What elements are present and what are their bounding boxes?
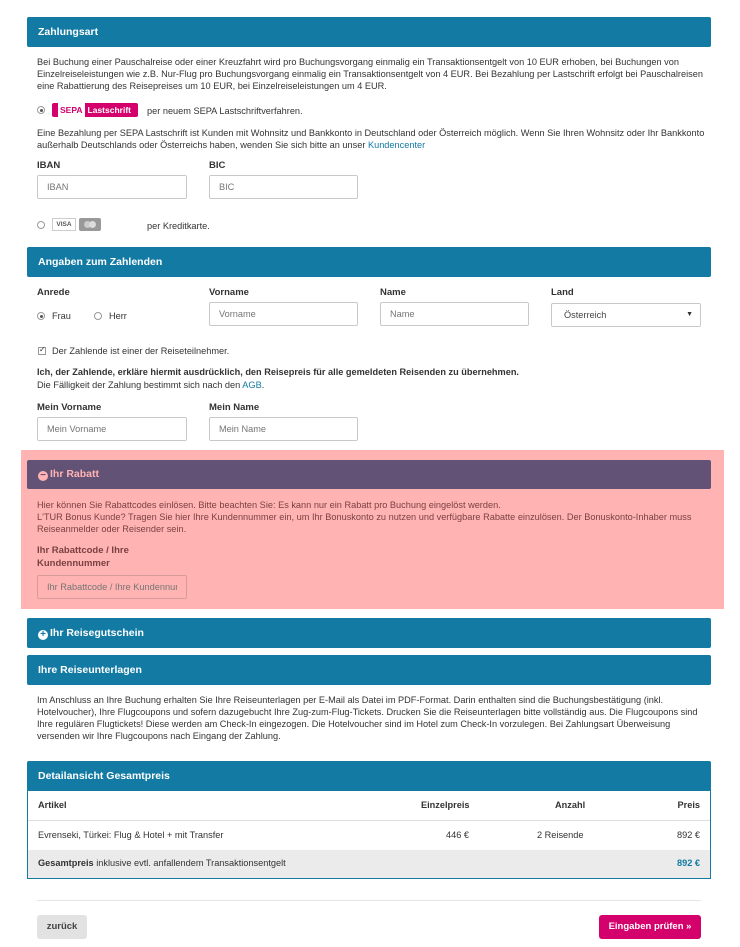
zahlungsart-header: Zahlungsart bbox=[27, 17, 711, 47]
check-inputs-button[interactable]: Eingaben prüfen » bbox=[599, 915, 701, 939]
sepa-badge-text: Lastschrift bbox=[87, 105, 131, 115]
frau-radio[interactable] bbox=[37, 312, 45, 320]
col-preis: Preis bbox=[677, 800, 700, 810]
mein-name-label: Mein Name bbox=[209, 402, 260, 413]
price-table bbox=[27, 790, 711, 879]
total-label bbox=[38, 858, 286, 868]
reiseunterlagen-text: Im Anschluss an Ihre Buchung erhalten Sie Ihre Reiseunterlagen per E-Mail als Datei im PDF-Format. Darin enthalten sind die Buchungsbestätigung (inkl. Hotelvoucher), Ihre Flugcoupons und sofern dazugebucht Ihre Zug-zum-Flug-Tickets. Drucken Sie die Reiseunterlagen bitte vollständig aus. Die Flugcoupons sind Ihre regulären Flugtickets! Diese werden am Check-In eingezogen. Die Hotelvoucher sind im Hotel zum Check-In vorzulegen. Bei Zahlungsart Überweisung versenden wir Ihre Flugcoupons nach Eingang der Zahlung. bbox=[37, 695, 698, 741]
agb-link[interactable]: AGB bbox=[242, 380, 262, 390]
sepa-note-text: Eine Bezahlung per SEPA Lastschrift ist Kunden mit Wohnsitz und Bankkonto in Deutschland oder Österreich möglich. Wenn Sie Ihren Wohnsitz oder Ihr Bankkonto außerhalb Deutschlands oder Österreichs haben, wenden Sie sich bitte an unser bbox=[37, 128, 705, 150]
visa-icon: VISA bbox=[52, 218, 76, 231]
gesamtpreis-header: Detailansicht Gesamtpreis bbox=[27, 761, 711, 791]
sepa-option-label: per neuem SEPA Lastschriftverfahren. bbox=[147, 106, 303, 116]
row-einzelpreis: 446 € bbox=[446, 830, 469, 840]
col-artikel: Artikel bbox=[38, 800, 67, 810]
kreditkarte-option-label: per Kreditkarte. bbox=[147, 221, 210, 231]
collapse-icon: − bbox=[38, 471, 48, 481]
reisegutschein-title: Ihr Reisegutschein bbox=[50, 627, 144, 639]
zahlender-header: Angaben zum Zahlenden bbox=[27, 247, 711, 277]
vorname-label: Vorname bbox=[209, 287, 249, 298]
sepa-logo-text: SEPA bbox=[60, 105, 83, 115]
zahler-declaration: Ich, der Zahlende, erkläre hiermit ausdrücklich, den Reisepreis für alle gemeldeten Reisenden zu übernehmen. bbox=[37, 367, 519, 377]
reiseunterlagen-header: Ihre Reiseunterlagen bbox=[27, 655, 711, 685]
herr-radio[interactable] bbox=[94, 312, 102, 320]
expand-icon: + bbox=[38, 630, 48, 640]
sepa-note bbox=[37, 127, 707, 151]
total-label-bold: Gesamtpreis bbox=[38, 858, 94, 868]
frau-label: Frau bbox=[52, 311, 71, 321]
footer-divider bbox=[37, 900, 701, 901]
teilnehmer-checkbox[interactable] bbox=[38, 347, 46, 355]
rabattcode-label-1: Ihr Rabattcode / Ihre bbox=[37, 545, 129, 556]
vorname-input[interactable] bbox=[209, 302, 358, 326]
land-label: Land bbox=[551, 287, 574, 298]
reisegutschein-header[interactable] bbox=[27, 618, 711, 648]
rabattcode-input[interactable] bbox=[37, 575, 187, 599]
faelligkeit-text-body: Die Fälligkeit der Zahlung bestimmt sich nach den bbox=[37, 380, 241, 390]
rabatt-header[interactable] bbox=[27, 460, 711, 489]
kreditkarte-radio[interactable] bbox=[37, 221, 45, 229]
sepa-radio[interactable] bbox=[37, 106, 45, 114]
anrede-label: Anrede bbox=[37, 287, 70, 298]
land-value: Österreich bbox=[564, 310, 607, 320]
rabattcode-label-2: Kundennummer bbox=[37, 558, 110, 569]
row-anzahl: 2 Reisende bbox=[537, 830, 584, 840]
name-input[interactable] bbox=[380, 302, 529, 326]
row-preis: 892 € bbox=[677, 830, 700, 840]
total-row bbox=[28, 850, 710, 878]
col-einzelpreis: Einzelpreis bbox=[421, 800, 470, 810]
total-value: 892 € bbox=[677, 858, 700, 868]
row-artikel: Evrenseki, Türkei: Flug & Hotel + mit Transfer bbox=[38, 830, 224, 840]
sepa-lastschrift-logo bbox=[52, 103, 138, 117]
iban-label: IBAN bbox=[37, 160, 61, 171]
mein-name-input[interactable] bbox=[209, 417, 358, 441]
name-label: Name bbox=[380, 287, 406, 298]
teilnehmer-checkbox-label: Der Zahlende ist einer der Reiseteilnehmer. bbox=[52, 346, 230, 356]
rabatt-title: Ihr Rabatt bbox=[50, 468, 100, 480]
mein-vorname-input[interactable] bbox=[37, 417, 187, 441]
herr-label: Herr bbox=[109, 311, 127, 321]
kundencenter-link[interactable]: Kundencenter bbox=[367, 140, 426, 150]
table-row bbox=[28, 821, 710, 850]
rabatt-line-2: L'TUR Bonus Kunde? Tragen Sie hier Ihre Kundennummer ein, um Ihr Bonuskonto zu nutzen und verfügbare Rabatte einzulösen. Der Bonuskonto-Inhaber muss Reiseanmelder oder Reisender sein. bbox=[37, 512, 692, 534]
back-button[interactable]: zurück bbox=[37, 915, 87, 939]
col-anzahl: Anzahl bbox=[555, 800, 586, 810]
land-select[interactable] bbox=[551, 303, 701, 327]
total-suffix: inklusive evtl. anfallendem Transaktionsentgelt bbox=[96, 858, 286, 868]
chevron-down-icon: ▼ bbox=[686, 311, 693, 318]
faelligkeit-text: Die Fälligkeit der Zahlung bestimmt sich nach den AGB. bbox=[37, 380, 265, 390]
price-table-header bbox=[28, 790, 710, 821]
rabatt-line-1: Hier können Sie Rabattcodes einlösen. Bitte beachten Sie: Es kann nur ein Rabatt pro Buchung eingelöst werden. bbox=[37, 500, 501, 510]
bic-input[interactable] bbox=[209, 175, 358, 199]
mastercard-icon bbox=[79, 218, 101, 231]
zahlungsart-intro: Bei Buchung einer Pauschalreise oder einer Kreuzfahrt wird pro Buchungsvorgang einmalig ein Transaktionsentgelt von 10 EUR erhoben, bei Buchungen von Einzelreiseleistungen wie z.B. Nur-Flug pro Buchungsvorgang einmalig ein Transaktionsentgelt von 4 EUR. Bei Bezahlung per Lastschrift erfolgt bei Pauschalreisen eine Rabattierung des Reisepreises um 10 EUR, bei Einzelreiseleistungen um 4 EUR. bbox=[37, 57, 703, 91]
iban-input[interactable] bbox=[37, 175, 187, 199]
bic-label: BIC bbox=[209, 160, 226, 171]
mein-vorname-label: Mein Vorname bbox=[37, 402, 102, 413]
